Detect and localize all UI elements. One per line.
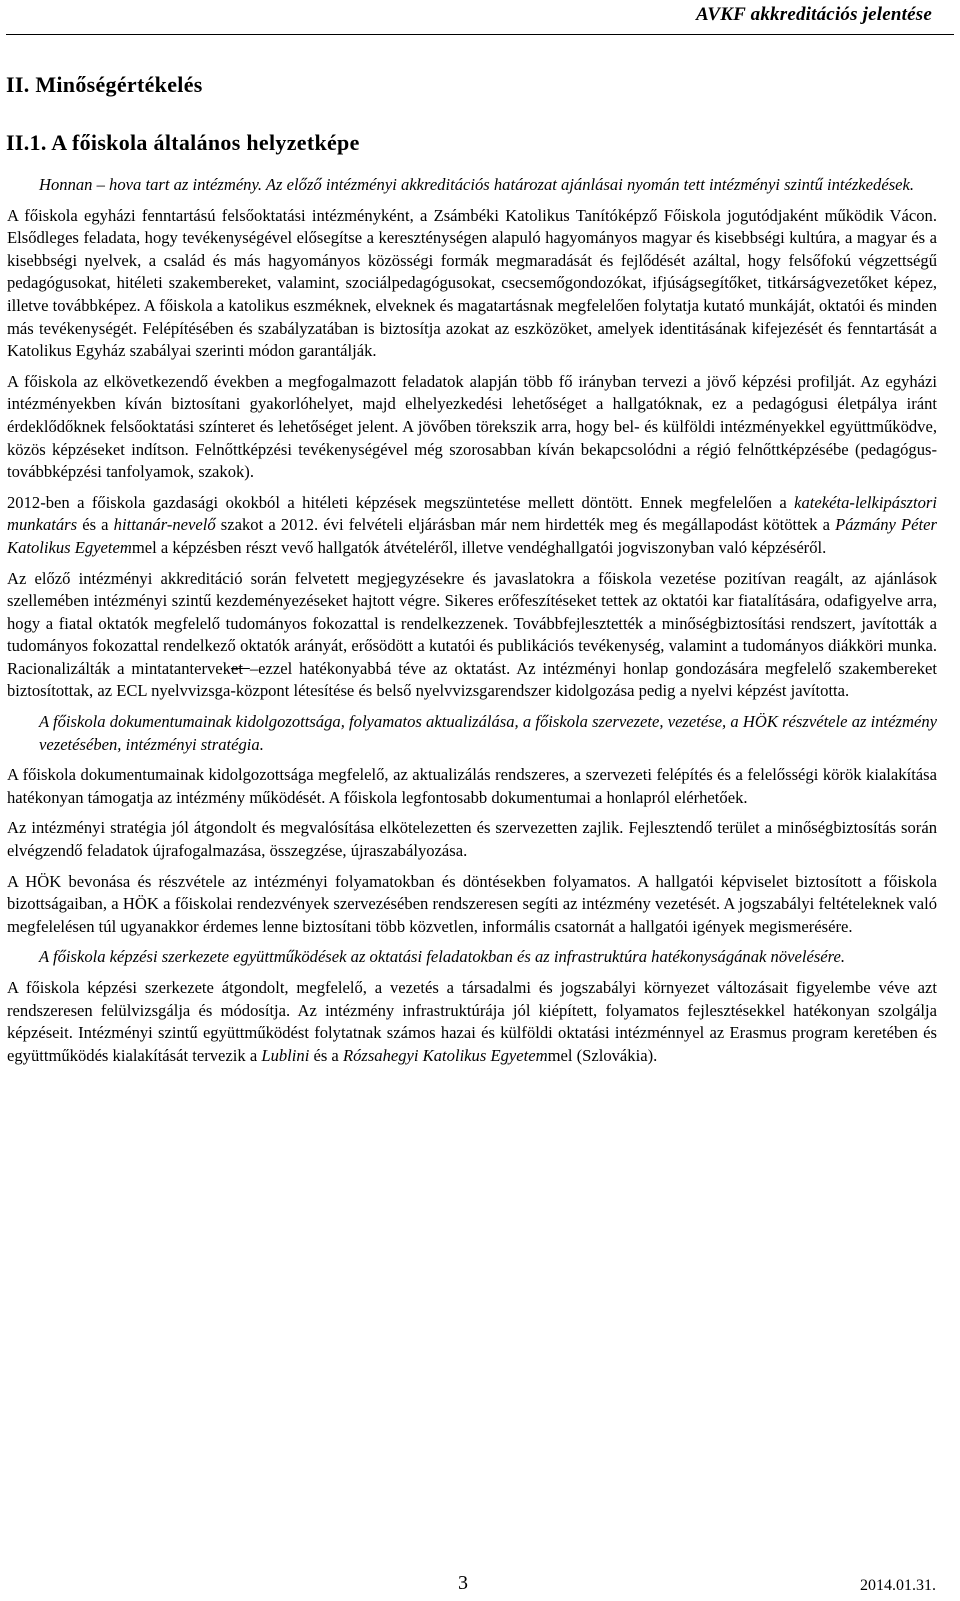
text-run: és a <box>309 1045 343 1065</box>
italic-program-name: katekéta-lelkipásztori munkatárs <box>7 492 937 535</box>
text-run: –ezzel hatékonyabbá téve az oktatást. Az intézményi honlap gondozására megfelelő szakembereket biztosítottak, az ECL nyelvvizsga-központ létesítése és belső nyelvvizsgarendszer kidolgozása pedig a nyelvi képzést javította. <box>7 658 937 701</box>
paragraph-structure <box>7 977 937 1067</box>
italic-institution-name: Pázmány Péter Katolikus Egyetem <box>7 515 937 557</box>
intro-question: Honnan – hova tart az intézmény. Az előző intézményi akkreditációs határozat ajánlásai nyomán tett intézményi szintű intézkedések. <box>39 175 915 194</box>
page-number: 3 <box>458 1572 468 1594</box>
subsection-heading: II.1. A főiskola általános helyzetképe <box>6 130 360 155</box>
strikethrough-text: et <box>230 658 250 678</box>
text-run: és a <box>77 515 114 535</box>
paragraph-hok: A HÖK bevonása és részvétele az intézményi folyamatokban és döntésekben folyamatos. A hallgatói képviselet biztosított a főiskola bizottságaiban, a HÖK a főiskolai rendezvények szervezésében rendszeresen segíti az intézmény vezetését. A jogszabályi feltételeknek való megfelelésen túl ugyanakkor érdemes lenne biztosítani több közvetlen, informális csatornát a hallgatói igények megismerésére. <box>7 871 937 936</box>
paragraph-2012-decision <box>7 492 937 560</box>
paragraph-strategy: Az intézményi stratégia jól átgondolt és megvalósítása elkötelezetten és szervezetten zajlik. Fejlesztendő terület a minőségbiztosítás során elvégzendő feladatok újrafogalmazása, összegzése, újraszabályozása. <box>7 818 937 861</box>
text-run: Az előző intézményi akkreditáció során felvetett megjegyzésekre és javaslatokra a főiskola vezetése pozitívan reagált, az ajánlások szellemében intézményi szintű kezdeményezéseket hajtott végre. Sikeres erőfeszítéseket tettek az oktatói kar fiatalítására, odafigyelve arra, hogy a fiatal oktatók megfelelő tudományos fokozattal is rendelkezzenek. Továbbfejlesztették a minőségbiztosítási rendszert, javították a tudományos fokozattal rendelkező oktatók arányát, erősödött a kutatói és publikációs tevékenység, valamint a tudományos diákköri munka. Racionalizálták a mintatantervek <box>7 568 937 678</box>
text-run: szakot a 2012. évi felvételi eljárásban már nem hirdették meg és megállapodást kötöttek a <box>215 515 836 535</box>
subtopic-documents: A főiskola dokumentumainak kidolgozottsága, folyamatos aktualizálása, a főiskola szervezete, vezetése, a HÖK részvétele az intézmény vezetésében, intézményi stratégia. <box>39 712 937 754</box>
text-run: mel a képzésben részt vevő hallgatók átvételéről, illetve vendéghallgatói jogviszonyban való képzéséről. <box>131 537 827 557</box>
text-run: 2012-ben a főiskola gazdasági okokból a hitéleti képzések megszüntetése mellett döntött. Ennek megfelelően a <box>7 492 795 512</box>
text-run: mel (Szlovákia). <box>547 1045 658 1065</box>
paragraph-mission: A főiskola egyházi fenntartású felsőoktatási intézményként, a Zsámbéki Katolikus Tanítóképző Főiskola jogutódjaként működik Vácon. Elsődleges feladata, hogy tevékenységével elősegítse a kereszténységen alapuló hagyományos magyar és kisebbségi kultúra, a magyar és a kisebbségi nyelvek, a család és más hagyományos közösségi formák megmaradását és fejlődését azáltal, hogy felsőfokú végzettségű pedagógusokat, hitéleti szakembereket, valamint, szociálpedagógusokat, csecsemőgondozókat, ifjúságsegítőket, titkárságvezetőket képez, illetve továbbképez. A főiskola a katolikus eszméknek, elveknek és magatartásnak megfelelően folytatja kutató munkáját, oktatói és minden más tevékenységét. Felépítésében és szabályzatában is biztosítja azokat az eszközöket, amelyek identitásának kifejezését és fenntartását a Katolikus Egyház szabályai szerinti módon garantálják. <box>7 205 937 361</box>
italic-program-name: hittanár-nevelő <box>113 515 216 535</box>
paragraph-documents: A főiskola dokumentumainak kidolgozottsága megfelelő, az aktualizálás rendszeres, a szervezeti felépítés és a felelősségi körök kialakítása hatékonyan támogatja az intézmény működését. A főiskola legfontosabb dokumentumai a honlapról elérhetőek. <box>7 765 937 807</box>
running-header: AVKF akkreditációs jelentése <box>695 4 932 25</box>
italic-institution-name: Lublini <box>261 1045 310 1065</box>
section-heading: II. Minőségértékelés <box>6 72 203 97</box>
subtopic-structure: A főiskola képzési szerkezete együttműködések az oktatási feladatokban és az infrastruktúra hatékonyságának növelésére. <box>39 947 845 967</box>
footer-date: 2014.01.31. <box>860 1577 936 1594</box>
text-run: A főiskola képzési szerkezete átgondolt, megfelelő, a vezetés a társadalmi és jogszabályi környezet változásait figyelembe véve azt rendszeresen felülvizsgálja és módosítja. Az intézmény infrastruktúrája jól kiépített, folyamatos fejlesztésekkel hatékonyan szolgálja képzéseit. Intézményi szintű együttműködést folytatnak számos hazai és külföldi oktatási intézménnyel az Erasmus program keretében és együttműködés kialakítását tervezik a <box>7 978 937 1065</box>
italic-institution-name: Rózsahegyi Katolikus Egyetem <box>342 1045 548 1065</box>
header-rule <box>6 34 954 35</box>
document-body <box>7 174 937 1075</box>
paragraph-future-profile: A főiskola az elkövetkezendő években a megfogalmazott feladatok alapján több fő irányban tervezi a jövő képzési profilját. Az egyházi intézményekben kíván biztosítani gyakorlóhelyet, majd elhelyezkedési lehetőséget a hallgatóknak, ez a pedagógusi életpálya iránt érdeklődőknek felsőoktatási színteret és lehetőséget jelent. A jövőben törekszik arra, hogy bel- és külföldi intézményekkel együttműködve, közös képzéseket indítson. Felnőttképzési tevékenységével még szorosabban kíván bekapcsolódni a régió felnőttképzésébe (pedagógus-továbbképzési tanfolyamok, szakok). <box>7 371 937 482</box>
paragraph-previous-accreditation <box>7 568 937 704</box>
